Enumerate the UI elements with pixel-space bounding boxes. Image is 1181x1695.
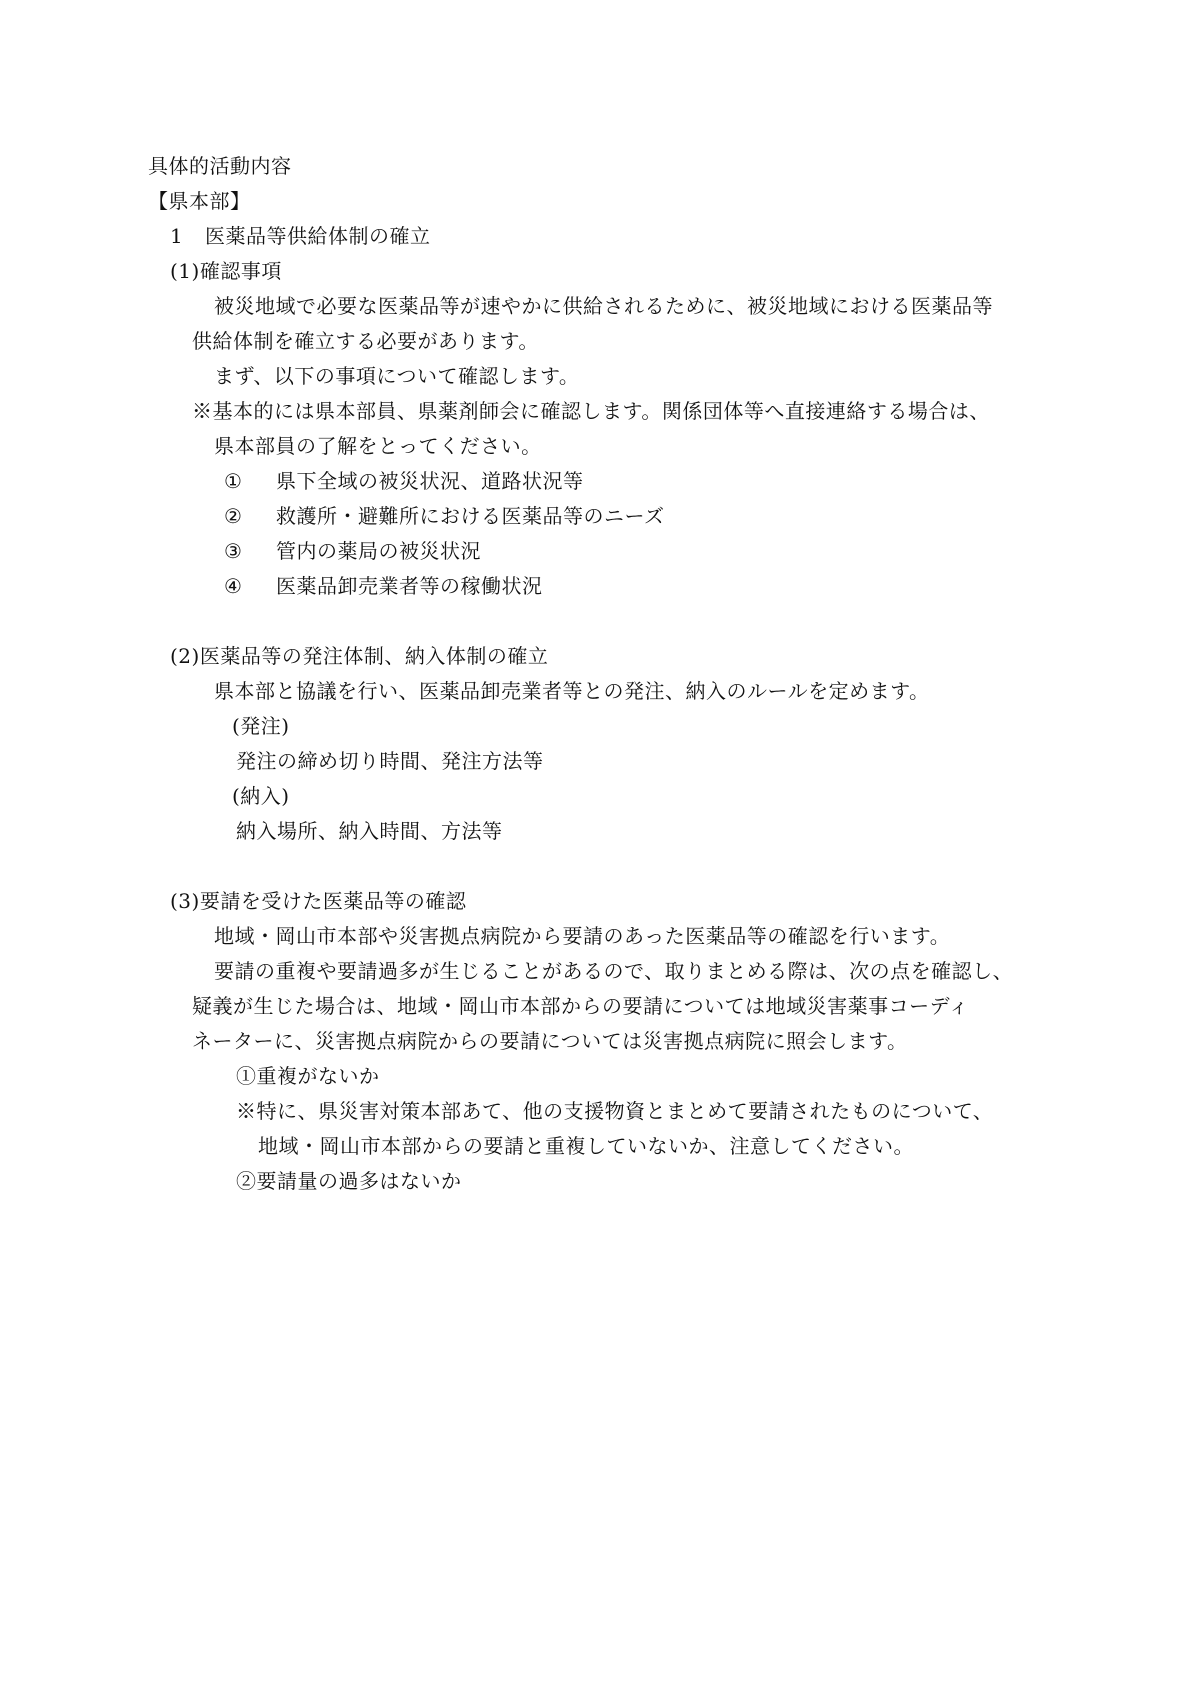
sub1-note-line1: ※基本的には県本部員、県薬剤師会に確認します。関係団体等へ直接連絡する場合は、 [192, 399, 990, 423]
sub3-para2-line2: 疑義が生じた場合は、地域・岡山市本部からの要請については地域災害薬事コーディ [192, 994, 969, 1018]
sub3-para2-line3: ネーターに、災害拠点病院からの要請については災害拠点病院に照会します。 [192, 1029, 908, 1053]
sub2-delivery-text: 納入場所、納入時間、方法等 [236, 819, 503, 843]
sub3-note-line1: ※特に、県災害対策本部あて、他の支援物資とまとめて要請されたものについて、 [236, 1099, 994, 1123]
list-item-text: 医薬品卸売業者等の稼働状況 [276, 574, 543, 598]
sub3-title: (3)要請を受けた医薬品等の確認 [170, 889, 467, 913]
heading-1-text: 医薬品等供給体制の確立 [205, 224, 431, 248]
sub1-para2: まず、以下の事項について確認します。 [214, 364, 580, 388]
heading-1-number: 1 [170, 224, 184, 248]
document-title: 具体的活動内容 [148, 154, 292, 178]
sub3-para2-line1: 要請の重複や要請過多が生じることがあるので、取りまとめる際は、次の点を確認し、 [214, 959, 1014, 983]
section-heading: 【県本部】 [148, 189, 251, 213]
sub3-check-1: ①重複がないか [236, 1064, 380, 1088]
list-item-mark: ③ [224, 539, 243, 563]
list-item-mark: ② [224, 504, 243, 528]
list-item-text: 県下全域の被災状況、道路状況等 [276, 469, 584, 493]
list-item-mark: ① [224, 469, 243, 493]
sub1-para1-line2: 供給体制を確立する必要があります。 [192, 329, 539, 353]
sub3-para1: 地域・岡山市本部や災害拠点病院から要請のあった医薬品等の確認を行います。 [214, 924, 951, 948]
list-item [224, 572, 543, 600]
heading-1 [170, 222, 431, 250]
list-item [224, 537, 481, 565]
list-item [224, 467, 584, 495]
sub2-delivery-label: (納入) [232, 784, 290, 808]
sub3-note-line2: 地域・岡山市本部からの要請と重複していないか、注意してください。 [258, 1134, 914, 1158]
sub1-para1-line1: 被災地域で必要な医薬品等が速やかに供給されるために、被災地域における医薬品等 [214, 294, 993, 318]
list-item-text: 管内の薬局の被災状況 [276, 539, 481, 563]
list-item-mark: ④ [224, 574, 243, 598]
list-item-text: 救護所・避難所における医薬品等のニーズ [276, 504, 665, 528]
sub2-para: 県本部と協議を行い、医薬品卸売業者等との発注、納入のルールを定めます。 [214, 679, 930, 703]
sub2-order-text: 発注の締め切り時間、発注方法等 [236, 749, 544, 773]
sub3-check-2: ②要請量の過多はないか [236, 1169, 462, 1193]
sub1-note-line2: 県本部員の了解をとってください。 [214, 434, 542, 458]
sub1-title: (1)確認事項 [170, 259, 282, 283]
sub2-title: (2)医薬品等の発注体制、納入体制の確立 [170, 644, 549, 668]
list-item [224, 502, 665, 530]
sub2-order-label: (発注) [232, 714, 290, 738]
